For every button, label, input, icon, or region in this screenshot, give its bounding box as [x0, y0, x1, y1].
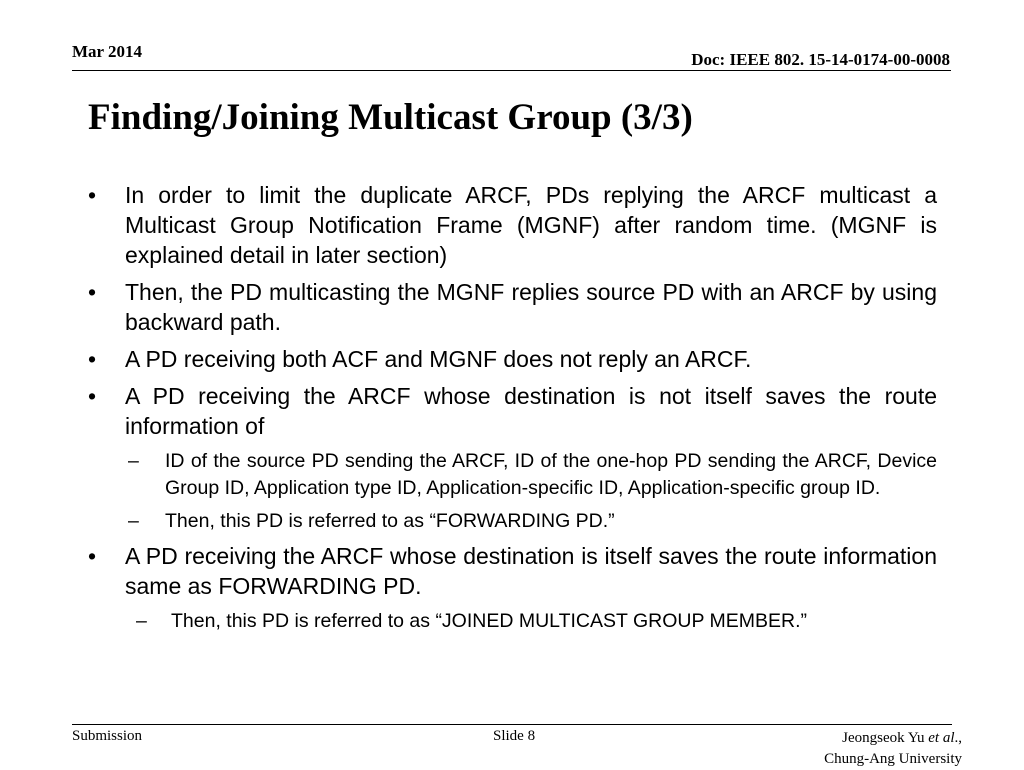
bullet-item — [88, 277, 937, 337]
bullet-marker: • — [88, 383, 97, 409]
bullet-text: Then, the PD multicasting the MGNF replies source PD with an ARCF by using backward path. — [125, 279, 937, 335]
bullet-item — [88, 541, 937, 601]
bullet-marker: • — [88, 182, 97, 208]
sub-bullet-marker: – — [128, 450, 139, 472]
footer-author-line — [824, 728, 962, 749]
footer-author-block — [824, 728, 962, 770]
bullet-text: In order to limit the duplicate ARCF, PDs replying the ARCF multicast a Multicast Group Notification Frame (MGNF) after random time. (MGNF is explained detail in later section) — [125, 182, 937, 268]
footer-slide-number: Slide 8 — [493, 728, 536, 744]
sub-bullet-text: ID of the source PD sending the ARCF, ID of the one-hop PD sending the ARCF, Device Group ID, Application type ID, Application-specific ID, Application-specific group ID. — [165, 450, 937, 499]
bullet-item — [88, 381, 937, 441]
bullet-marker: • — [88, 346, 97, 372]
header-doc-id: Doc: IEEE 802. 15-14-0174-00-0008 — [691, 50, 950, 69]
sub-bullet-marker: – — [128, 510, 139, 532]
bullet-text: A PD receiving the ARCF whose destination is not itself saves the route information of — [125, 383, 937, 439]
bullet-marker: • — [88, 279, 97, 305]
slide-title: Finding/Joining Multicast Group (3/3) — [88, 97, 693, 138]
header-divider — [72, 70, 951, 71]
bullet-marker: • — [88, 543, 97, 569]
sub-bullet-item — [88, 608, 937, 635]
footer-submission: Submission — [72, 728, 143, 744]
footer-author: Jeongseok Yu — [842, 730, 925, 746]
bullet-text: A PD receiving the ARCF whose destination is itself saves the route information same as FORWARDING PD. — [125, 543, 937, 599]
sub-bullet-item — [88, 508, 937, 535]
bullet-item — [88, 344, 937, 374]
header-date: Mar 2014 — [72, 42, 143, 61]
sub-bullet-text: Then, this PD is referred to as “FORWARDING PD.” — [165, 510, 615, 532]
bullet-text: A PD receiving both ACF and MGNF does not reply an ARCF. — [125, 346, 752, 372]
footer-etal: et al — [928, 730, 955, 746]
sub-bullet-text: Then, this PD is referred to as “JOINED MULTICAST GROUP MEMBER.” — [171, 610, 808, 632]
footer-divider — [72, 724, 952, 725]
sub-bullet-item — [88, 448, 937, 502]
sub-bullet-marker: – — [136, 610, 147, 632]
footer-author-suffix: ., — [954, 730, 962, 746]
slide-content — [88, 180, 937, 641]
bullet-item — [88, 180, 937, 270]
footer-affiliation: Chung-Ang University — [824, 751, 962, 767]
